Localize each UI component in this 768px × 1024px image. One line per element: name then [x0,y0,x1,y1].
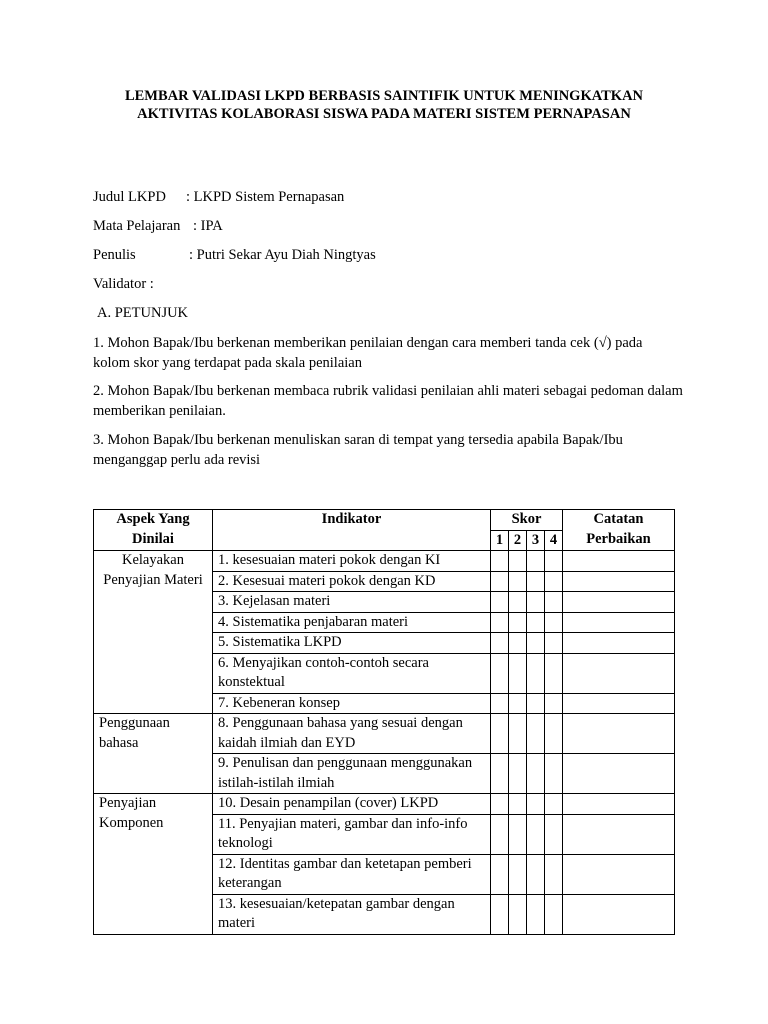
skor-cell-3[interactable] [527,612,545,633]
skor-cell-4[interactable] [545,633,563,654]
aspek-cell: Penggunaan bahasa [94,714,213,794]
skor-cell-4[interactable] [545,754,563,794]
skor-cell-3[interactable] [527,854,545,894]
validation-table [93,509,675,935]
skor-cell-3[interactable] [527,633,545,654]
indikator-cell: 7. Kebeneran konsep [213,693,491,714]
skor-cell-3[interactable] [527,571,545,592]
skor-cell-4[interactable] [545,794,563,815]
petunjuk-heading: A. PETUNJUK [97,305,189,321]
skor-level-2: 2 [509,530,527,551]
catatan-cell[interactable] [563,754,675,794]
skor-cell-2[interactable] [509,653,527,693]
judul-row [93,189,344,206]
mapel-row [93,218,223,235]
skor-cell-1[interactable] [491,653,509,693]
title-line-2: AKTIVITAS KOLABORASI SISWA PADA MATERI SISTEM PERNAPASAN [137,106,631,122]
indikator-cell: 13. kesesuaian/ketepatan gambar dengan materi [213,894,491,934]
catatan-cell[interactable] [563,693,675,714]
validator-label: Validator : [93,276,154,292]
skor-cell-3[interactable] [527,814,545,854]
table-header-row [94,510,675,531]
skor-cell-4[interactable] [545,612,563,633]
skor-cell-4[interactable] [545,571,563,592]
penulis-label: Penulis [93,247,136,263]
skor-cell-2[interactable] [509,714,527,754]
skor-cell-4[interactable] [545,714,563,754]
skor-cell-2[interactable] [509,693,527,714]
indikator-cell: 12. Identitas gambar dan ketetapan pemberi keterangan [213,854,491,894]
indikator-cell: 1. kesesuaian materi pokok dengan KI [213,551,491,572]
petunjuk-item-2: 2. Mohon Bapak/Ibu berkenan membaca rubrik validasi penilaian ahli materi sebagai pedoman dalam memberikan penilaian. [93,383,683,419]
skor-cell-2[interactable] [509,794,527,815]
skor-cell-4[interactable] [545,653,563,693]
catatan-cell[interactable] [563,571,675,592]
penulis-value: : Putri Sekar Ayu Diah Ningtyas [189,247,376,263]
skor-cell-4[interactable] [545,693,563,714]
skor-cell-1[interactable] [491,571,509,592]
indikator-cell: 2. Kesesuai materi pokok dengan KD [213,571,491,592]
skor-cell-1[interactable] [491,592,509,613]
table-row [94,714,675,754]
table-body [94,551,675,935]
skor-cell-4[interactable] [545,551,563,572]
skor-cell-1[interactable] [491,854,509,894]
skor-cell-2[interactable] [509,551,527,572]
table-row [94,794,675,815]
skor-cell-2[interactable] [509,754,527,794]
skor-cell-4[interactable] [545,814,563,854]
skor-cell-2[interactable] [509,633,527,654]
page-title [60,87,708,123]
catatan-cell[interactable] [563,653,675,693]
header-skor: Skor [491,510,563,531]
skor-cell-2[interactable] [509,571,527,592]
indikator-cell: 6. Menyajikan contoh-contoh secara konstektual [213,653,491,693]
petunjuk-item-1: 1. Mohon Bapak/Ibu berkenan memberikan penilaian dengan cara memberi tanda cek (√) pada kolom skor yang terdapat pada skala penilaian [93,335,643,371]
skor-cell-4[interactable] [545,592,563,613]
header-indikator: Indikator [213,510,491,551]
penulis-row [93,247,376,264]
skor-cell-3[interactable] [527,794,545,815]
indikator-cell: 5. Sistematika LKPD [213,633,491,654]
catatan-cell[interactable] [563,592,675,613]
skor-level-3: 3 [527,530,545,551]
skor-cell-1[interactable] [491,633,509,654]
judul-label: Judul LKPD [93,189,166,205]
skor-cell-4[interactable] [545,854,563,894]
catatan-cell[interactable] [563,633,675,654]
skor-cell-2[interactable] [509,854,527,894]
petunjuk-item-3: 3. Mohon Bapak/Ibu berkenan menuliskan saran di tempat yang tersedia apabila Bapak/Ibu menganggap perlu ada revisi [93,432,623,468]
skor-cell-1[interactable] [491,814,509,854]
table-row [94,551,675,572]
indikator-cell: 11. Penyajian materi, gambar dan info-info teknologi [213,814,491,854]
title-line-1: LEMBAR VALIDASI LKPD BERBASIS SAINTIFIK UNTUK MENINGKATKAN [124,88,644,104]
skor-cell-1[interactable] [491,754,509,794]
catatan-cell[interactable] [563,814,675,854]
aspek-cell: Penyajian Komponen [94,794,213,935]
skor-cell-3[interactable] [527,714,545,754]
skor-level-4: 4 [545,530,563,551]
mapel-label: Mata Pelajaran [93,218,181,234]
header-aspek: Aspek Yang Dinilai [94,510,213,551]
skor-level-1: 1 [491,530,509,551]
catatan-cell[interactable] [563,894,675,934]
skor-cell-4[interactable] [545,894,563,934]
mapel-value: : IPA [193,218,223,234]
skor-cell-2[interactable] [509,894,527,934]
skor-cell-1[interactable] [491,612,509,633]
skor-cell-3[interactable] [527,592,545,613]
skor-cell-1[interactable] [491,894,509,934]
skor-cell-2[interactable] [509,814,527,854]
skor-cell-3[interactable] [527,551,545,572]
skor-cell-3[interactable] [527,693,545,714]
skor-cell-1[interactable] [491,693,509,714]
skor-cell-2[interactable] [509,592,527,613]
skor-cell-2[interactable] [509,612,527,633]
header-catatan: Catatan Perbaikan [563,510,675,551]
skor-cell-3[interactable] [527,894,545,934]
catatan-cell[interactable] [563,714,675,754]
indikator-cell: 8. Penggunaan bahasa yang sesuai dengan kaidah ilmiah dan EYD [213,714,491,754]
catatan-cell[interactable] [563,612,675,633]
catatan-cell[interactable] [563,794,675,815]
judul-value: : LKPD Sistem Pernapasan [186,189,345,205]
aspek-cell: Kelayakan Penyajian Materi [94,551,213,714]
indikator-cell: 9. Penulisan dan penggunaan menggunakan istilah-istilah ilmiah [213,754,491,794]
skor-cell-1[interactable] [491,551,509,572]
skor-cell-3[interactable] [527,754,545,794]
indikator-cell: 10. Desain penampilan (cover) LKPD [213,794,491,815]
indikator-cell: 3. Kejelasan materi [213,592,491,613]
skor-cell-3[interactable] [527,653,545,693]
skor-cell-1[interactable] [491,714,509,754]
skor-cell-1[interactable] [491,794,509,815]
catatan-cell[interactable] [563,854,675,894]
indikator-cell: 4. Sistematika penjabaran materi [213,612,491,633]
catatan-cell[interactable] [563,551,675,572]
